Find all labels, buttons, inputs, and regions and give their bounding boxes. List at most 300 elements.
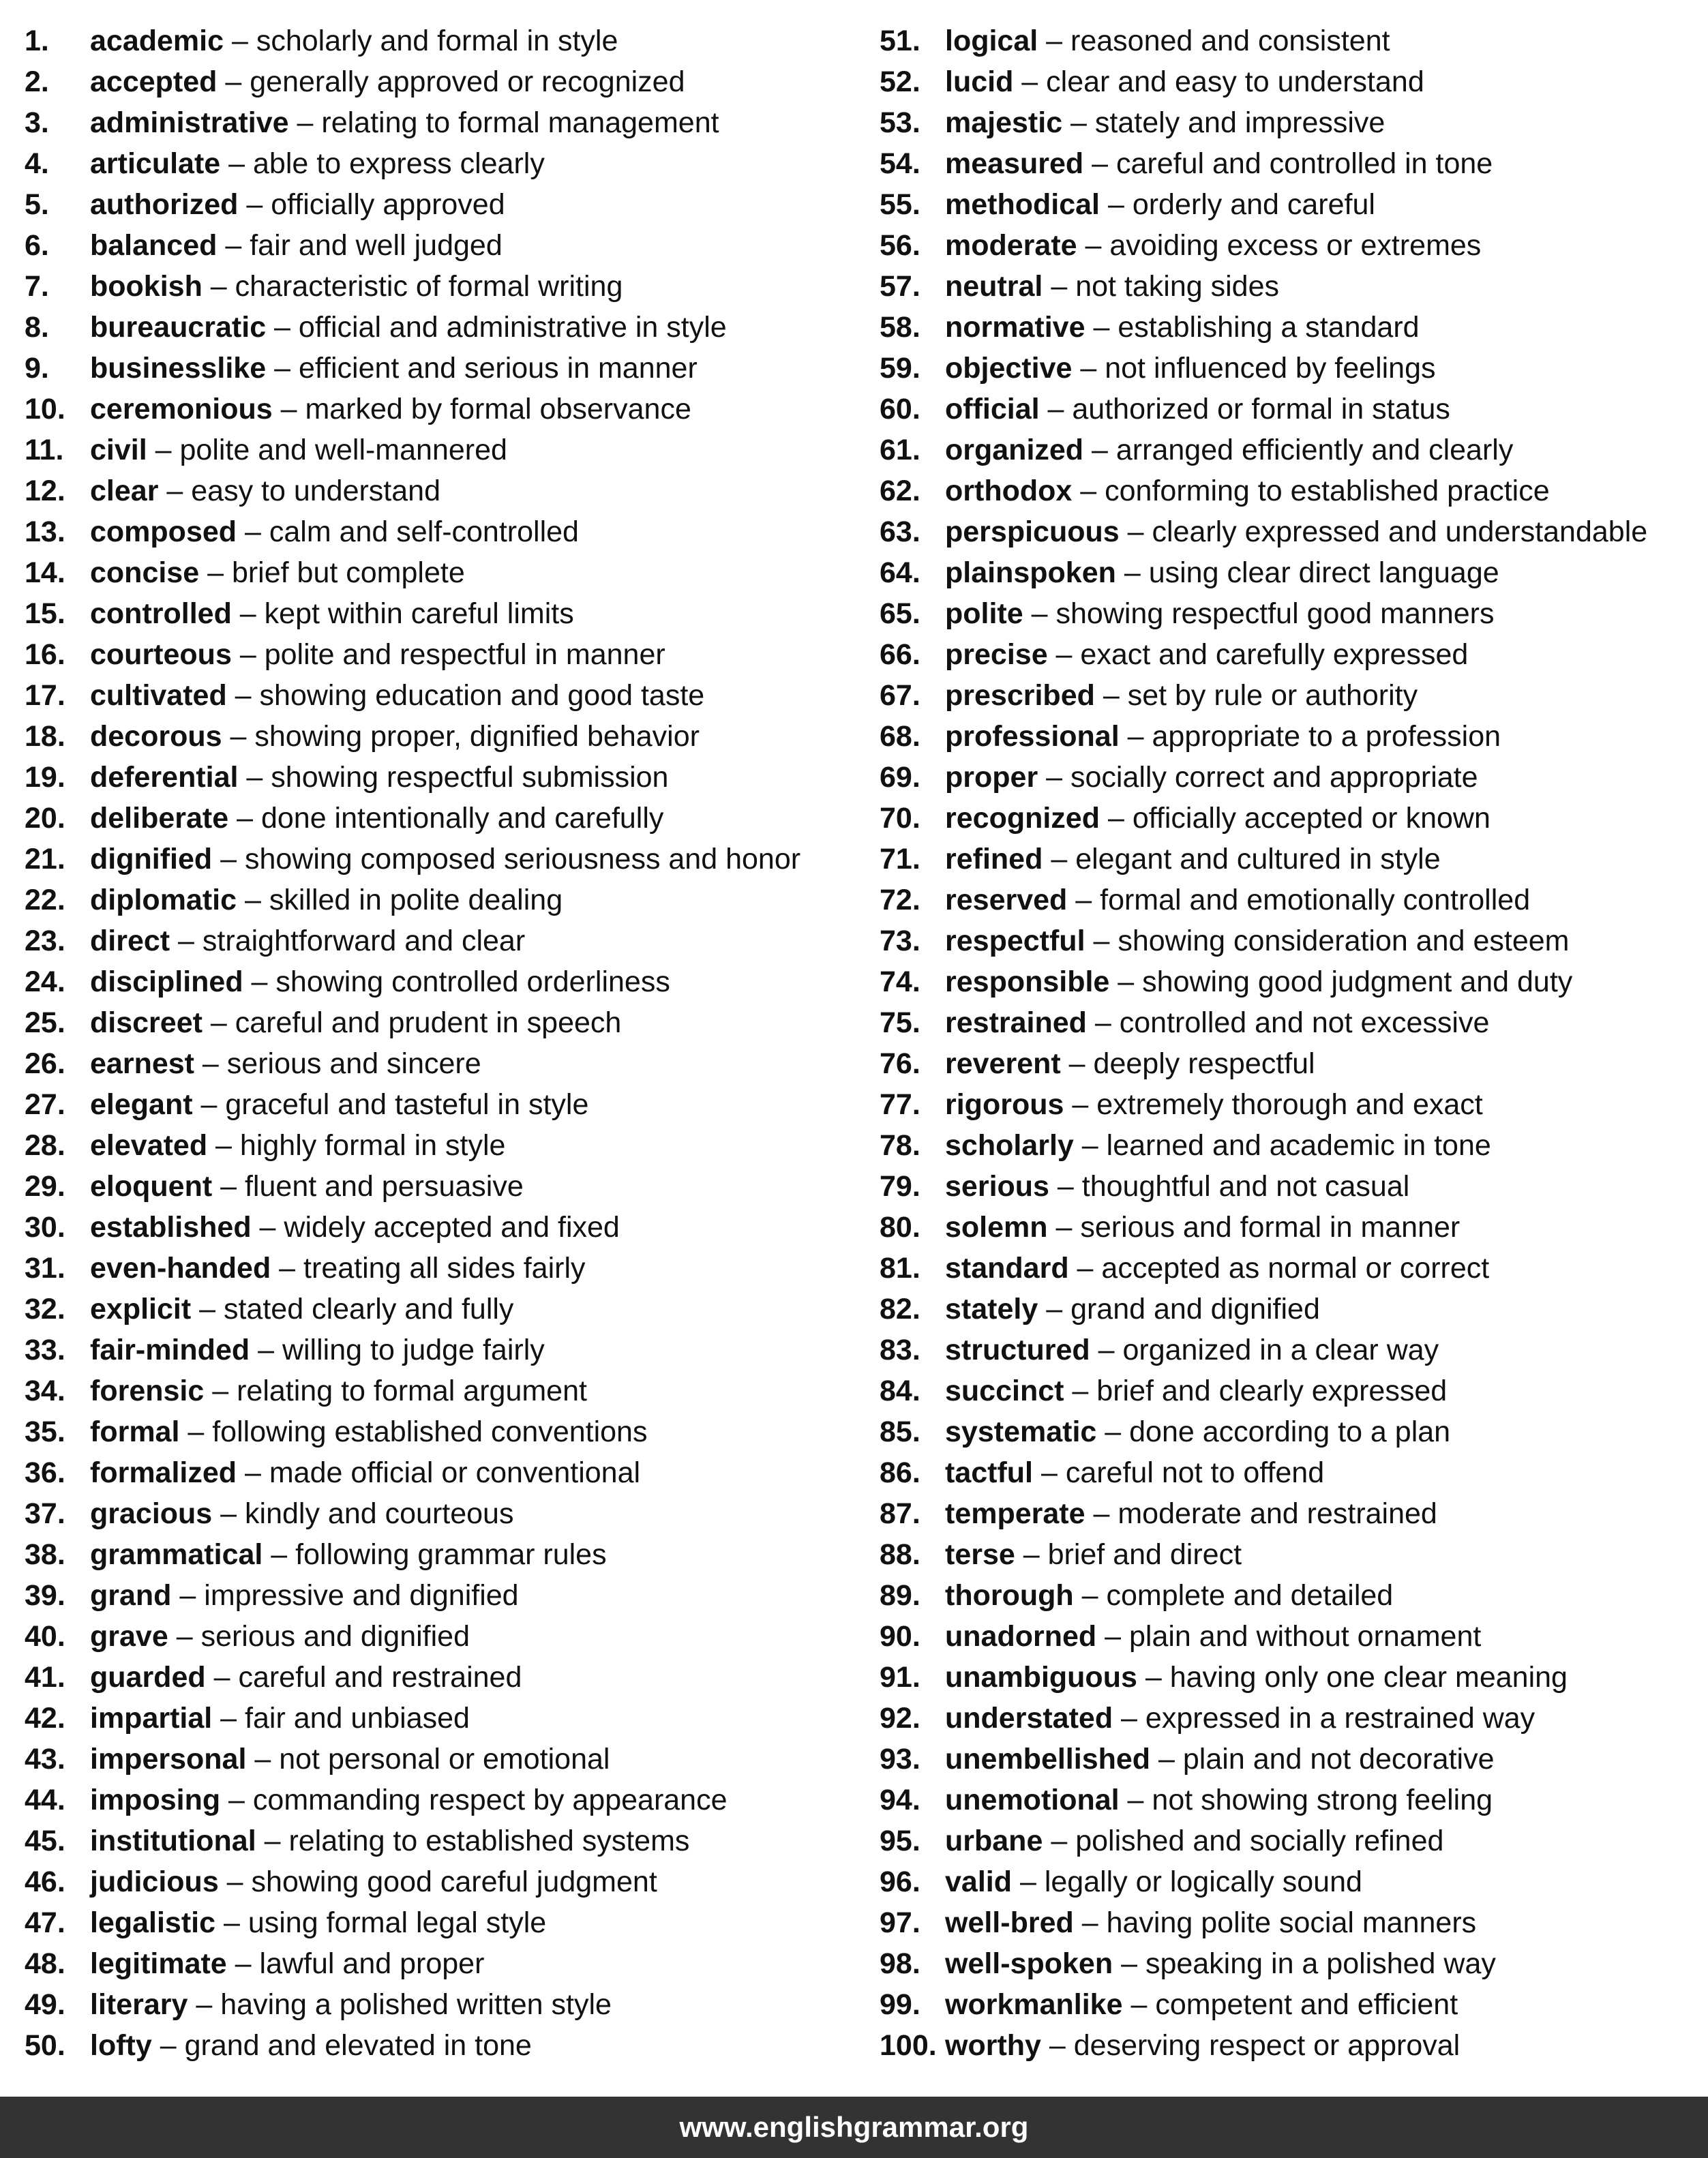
list-item: [25, 1657, 870, 1698]
item-number: 27.: [25, 1088, 65, 1121]
list-item: [880, 1248, 1708, 1289]
item-separator: –: [266, 311, 299, 344]
item-number: 4.: [25, 147, 49, 180]
item-separator: –: [271, 1252, 304, 1285]
item-word: lofty: [90, 2029, 152, 2062]
item-number: 93.: [880, 1743, 920, 1775]
list-item: [880, 2025, 1708, 2066]
item-number: 7.: [25, 270, 49, 303]
list-item: [880, 511, 1708, 552]
list-item: [880, 1493, 1708, 1534]
list-item: [25, 1861, 870, 1902]
item-definition: officially accepted or known: [1132, 802, 1490, 835]
item-definition: following established conventions: [212, 1415, 648, 1448]
list-item: [25, 1084, 870, 1125]
item-separator: –: [1043, 1825, 1076, 1857]
list-item: [25, 798, 870, 839]
item-definition: brief but complete: [231, 556, 465, 589]
item-definition: stately and impressive: [1094, 106, 1385, 139]
item-word: recognized: [945, 802, 1100, 835]
item-separator: –: [266, 352, 299, 385]
item-separator: –: [1047, 638, 1081, 671]
list-item: [25, 61, 870, 102]
list-item: [880, 307, 1708, 348]
item-number: 11.: [25, 434, 64, 466]
item-word: rigorous: [945, 1088, 1064, 1121]
list-item: [25, 1575, 870, 1616]
item-definition: legally or logically sound: [1044, 1865, 1362, 1898]
list-item: [880, 1698, 1708, 1739]
list-item: [880, 1739, 1708, 1780]
item-separator: –: [192, 1088, 226, 1121]
item-number: 90.: [880, 1620, 920, 1653]
item-definition: highly formal in style: [239, 1129, 506, 1162]
list-item: [880, 389, 1708, 430]
item-number: 45.: [25, 1825, 65, 1857]
item-word: succinct: [945, 1375, 1064, 1407]
item-number: 48.: [25, 1947, 65, 1980]
item-word: businesslike: [90, 352, 267, 385]
item-number: 50.: [25, 2029, 65, 2062]
item-definition: careful and restrained: [238, 1661, 522, 1694]
item-number: 85.: [880, 1415, 920, 1448]
item-number: 8.: [25, 311, 49, 344]
item-word: accepted: [90, 65, 218, 98]
item-word: well-spoken: [945, 1947, 1113, 1980]
item-definition: grand and dignified: [1070, 1293, 1320, 1325]
item-word: direct: [90, 925, 170, 957]
item-separator: –: [179, 1415, 213, 1448]
item-separator: –: [238, 761, 271, 794]
list-item: [25, 1289, 870, 1330]
item-word: forensic: [90, 1375, 205, 1407]
item-separator: –: [1085, 311, 1118, 344]
item-number: 16.: [25, 638, 65, 671]
list-item: [880, 61, 1708, 102]
item-definition: fair and well judged: [250, 229, 503, 262]
item-number: 56.: [880, 229, 920, 262]
list-item: [25, 716, 870, 757]
item-definition: plain and without ornament: [1128, 1620, 1482, 1653]
item-definition: showing good careful judgment: [251, 1865, 657, 1898]
item-separator: –: [220, 1784, 253, 1816]
item-separator: –: [212, 1497, 245, 1530]
list-item: [880, 593, 1708, 634]
item-separator: –: [1073, 1906, 1107, 1939]
item-number: 21.: [25, 843, 65, 875]
list-item: [25, 1370, 870, 1411]
item-word: unadorned: [945, 1620, 1097, 1653]
item-definition: speaking in a polished way: [1145, 1947, 1496, 1980]
item-separator: –: [202, 270, 235, 303]
list-item: [880, 1330, 1708, 1370]
item-separator: –: [212, 843, 245, 875]
item-number: 72.: [880, 884, 920, 916]
item-separator: –: [1072, 475, 1105, 507]
list-item: [880, 675, 1708, 716]
item-definition: establishing a standard: [1118, 311, 1420, 344]
item-separator: –: [263, 1538, 296, 1571]
list-item: [880, 634, 1708, 675]
item-number: 57.: [880, 270, 920, 303]
list-item: [880, 1616, 1708, 1657]
item-definition: relating to established systems: [288, 1825, 690, 1857]
item-separator: –: [237, 1456, 269, 1489]
item-definition: kindly and courteous: [245, 1497, 514, 1530]
item-number: 38.: [25, 1538, 65, 1571]
item-separator: –: [151, 2029, 185, 2062]
list-item: [880, 1575, 1708, 1616]
item-definition: using formal legal style: [248, 1906, 547, 1939]
item-number: 29.: [25, 1170, 65, 1203]
item-separator: –: [1083, 434, 1116, 466]
list-item: [25, 1984, 870, 2025]
item-word: moderate: [945, 229, 1077, 262]
item-word: disciplined: [90, 965, 243, 998]
item-number: 59.: [880, 352, 920, 385]
item-word: even-handed: [90, 1252, 271, 1285]
list-item: [880, 1125, 1708, 1166]
item-definition: moderate and restrained: [1118, 1497, 1437, 1530]
item-word: concise: [90, 556, 200, 589]
item-number: 24.: [25, 965, 65, 998]
item-number: 84.: [880, 1375, 920, 1407]
list-item: [25, 389, 870, 430]
item-word: unembellished: [945, 1743, 1151, 1775]
item-separator: –: [1119, 515, 1152, 548]
item-number: 73.: [880, 925, 920, 957]
item-definition: having a polished written style: [220, 1988, 612, 2021]
item-word: composed: [90, 515, 237, 548]
item-definition: stated clearly and fully: [223, 1293, 514, 1325]
item-definition: characteristic of formal writing: [235, 270, 623, 303]
item-separator: –: [1096, 1620, 1129, 1653]
list-item: [880, 1411, 1708, 1452]
item-separator: –: [231, 597, 265, 630]
item-word: bureaucratic: [90, 311, 267, 344]
item-word: explicit: [90, 1293, 192, 1325]
item-separator: –: [1038, 25, 1071, 57]
item-definition: showing respectful good manners: [1055, 597, 1495, 630]
item-separator: –: [1060, 1047, 1094, 1080]
item-number: 37.: [25, 1497, 65, 1530]
item-word: eloquent: [90, 1170, 213, 1203]
item-word: deliberate: [90, 802, 229, 835]
item-definition: serious and dignified: [200, 1620, 470, 1653]
item-number: 100.: [880, 2029, 937, 2062]
item-separator: –: [1094, 679, 1128, 712]
item-separator: –: [1015, 1538, 1048, 1571]
item-definition: following grammar rules: [295, 1538, 607, 1571]
item-word: workmanlike: [945, 1988, 1123, 2021]
item-separator: –: [147, 434, 180, 466]
item-separator: –: [202, 1006, 235, 1039]
item-word: dignified: [90, 843, 213, 875]
item-number: 80.: [880, 1211, 920, 1244]
list-item: [25, 1166, 870, 1207]
item-word: standard: [945, 1252, 1069, 1285]
item-separator: –: [1064, 1375, 1097, 1407]
item-definition: serious and formal in manner: [1080, 1211, 1460, 1244]
item-definition: learned and academic in tone: [1106, 1129, 1491, 1162]
item-separator: –: [226, 679, 260, 712]
item-word: serious: [945, 1170, 1049, 1203]
item-word: legitimate: [90, 1947, 227, 1980]
item-definition: able to express clearly: [253, 147, 545, 180]
item-separator: –: [1083, 147, 1116, 180]
item-word: respectful: [945, 925, 1085, 957]
list-item: [25, 1452, 870, 1493]
list-item: [880, 1902, 1708, 1943]
list-item: [25, 1820, 870, 1861]
item-separator: –: [1073, 1579, 1107, 1612]
item-word: administrative: [90, 106, 289, 139]
list-item: [880, 430, 1708, 470]
item-separator: –: [1085, 1497, 1118, 1530]
item-number: 76.: [880, 1047, 920, 1080]
item-separator: –: [1100, 188, 1133, 221]
item-definition: efficient and serious in manner: [298, 352, 698, 385]
item-separator: –: [212, 1702, 245, 1735]
item-word: refined: [945, 843, 1043, 875]
item-number: 28.: [25, 1129, 65, 1162]
item-separator: –: [212, 1170, 245, 1203]
item-definition: easy to understand: [191, 475, 441, 507]
item-definition: made official or conventional: [269, 1456, 641, 1489]
item-number: 66.: [880, 638, 920, 671]
item-separator: –: [1067, 884, 1100, 916]
list-item: [880, 1984, 1708, 2025]
item-word: urbane: [945, 1825, 1043, 1857]
item-definition: done according to a plan: [1129, 1415, 1451, 1448]
item-number: 96.: [880, 1865, 920, 1898]
item-word: scholarly: [945, 1129, 1074, 1162]
list-item: [25, 266, 870, 307]
item-number: 30.: [25, 1211, 65, 1244]
item-definition: officially approved: [271, 188, 505, 221]
item-separator: –: [231, 638, 265, 671]
item-number: 6.: [25, 229, 49, 262]
list-item: [880, 1452, 1708, 1493]
item-definition: appropriate to a profession: [1152, 720, 1501, 753]
item-definition: orderly and careful: [1132, 188, 1375, 221]
item-definition: socially correct and appropriate: [1070, 761, 1478, 794]
item-word: decorous: [90, 720, 222, 753]
item-definition: graceful and tasteful in style: [225, 1088, 589, 1121]
item-number: 88.: [880, 1538, 920, 1571]
list-item: [25, 757, 870, 798]
item-definition: deeply respectful: [1093, 1047, 1315, 1080]
item-definition: polite and respectful in manner: [264, 638, 665, 671]
item-number: 82.: [880, 1293, 920, 1325]
item-number: 95.: [880, 1825, 920, 1857]
item-word: valid: [945, 1865, 1012, 1898]
item-definition: not showing strong feeling: [1152, 1784, 1493, 1816]
item-number: 55.: [880, 188, 920, 221]
item-number: 13.: [25, 515, 65, 548]
item-definition: expressed in a restrained way: [1145, 1702, 1535, 1735]
item-word: neutral: [945, 270, 1043, 303]
list-item: [880, 839, 1708, 880]
list-item: [25, 675, 870, 716]
item-number: 69.: [880, 761, 920, 794]
item-separator: –: [1100, 802, 1133, 835]
item-definition: accepted as normal or correct: [1101, 1252, 1490, 1285]
list-item: [880, 1289, 1708, 1330]
item-separator: –: [1023, 597, 1056, 630]
item-word: objective: [945, 352, 1073, 385]
item-separator: –: [1012, 1865, 1045, 1898]
item-word: stately: [945, 1293, 1038, 1325]
item-definition: deserving respect or approval: [1073, 2029, 1460, 2062]
item-number: 75.: [880, 1006, 920, 1039]
item-word: perspicuous: [945, 515, 1120, 548]
item-number: 67.: [880, 679, 920, 712]
item-definition: done intentionally and carefully: [260, 802, 664, 835]
item-definition: having polite social manners: [1106, 1906, 1477, 1939]
item-definition: careful and prudent in speech: [235, 1006, 622, 1039]
item-number: 31.: [25, 1252, 65, 1285]
item-number: 49.: [25, 1988, 65, 2021]
item-separator: –: [217, 229, 250, 262]
item-number: 89.: [880, 1579, 920, 1612]
list-item: [25, 430, 870, 470]
list-item: [25, 143, 870, 184]
item-word: polite: [945, 597, 1023, 630]
word-list-right-column: [880, 20, 1708, 2066]
item-word: plainspoken: [945, 556, 1116, 589]
item-definition: kept within careful limits: [264, 597, 574, 630]
list-item: [880, 1043, 1708, 1084]
item-separator: –: [226, 1947, 260, 1980]
item-separator: –: [1122, 1988, 1156, 2021]
item-definition: polished and socially refined: [1075, 1825, 1444, 1857]
list-item: [25, 2025, 870, 2066]
item-word: judicious: [90, 1865, 219, 1898]
item-separator: –: [1064, 1088, 1097, 1121]
list-item: [880, 961, 1708, 1002]
item-separator: –: [158, 475, 192, 507]
item-definition: organized in a clear way: [1122, 1334, 1439, 1366]
list-item: [880, 225, 1708, 266]
list-item: [25, 1943, 870, 1984]
item-word: proper: [945, 761, 1038, 794]
item-word: established: [90, 1211, 252, 1244]
item-definition: competent and efficient: [1155, 1988, 1458, 2021]
item-word: diplomatic: [90, 884, 237, 916]
item-word: unemotional: [945, 1784, 1120, 1816]
item-definition: plain and not decorative: [1182, 1743, 1495, 1775]
item-definition: polite and well-mannered: [179, 434, 507, 466]
item-definition: reasoned and consistent: [1070, 25, 1390, 57]
item-separator: –: [1109, 965, 1143, 998]
list-item: [25, 1739, 870, 1780]
item-number: 32.: [25, 1293, 65, 1325]
item-separator: –: [1043, 843, 1076, 875]
list-item: [25, 511, 870, 552]
item-word: understated: [945, 1702, 1113, 1735]
item-word: institutional: [90, 1825, 256, 1857]
list-item: [880, 1370, 1708, 1411]
item-separator: –: [199, 556, 232, 589]
item-word: controlled: [90, 597, 232, 630]
item-word: elegant: [90, 1088, 193, 1121]
item-definition: avoiding excess or extremes: [1109, 229, 1482, 262]
item-definition: lawful and proper: [259, 1947, 485, 1980]
item-separator: –: [220, 147, 254, 180]
item-number: 65.: [880, 597, 920, 630]
item-word: reserved: [945, 884, 1068, 916]
item-number: 41.: [25, 1661, 65, 1694]
item-word: prescribed: [945, 679, 1095, 712]
item-word: thorough: [945, 1579, 1074, 1612]
item-number: 43.: [25, 1743, 65, 1775]
item-word: bookish: [90, 270, 203, 303]
item-word: solemn: [945, 1211, 1048, 1244]
item-separator: –: [194, 1047, 227, 1080]
item-word: formalized: [90, 1456, 237, 1489]
item-word: unambiguous: [945, 1661, 1137, 1694]
item-definition: brief and direct: [1047, 1538, 1242, 1571]
item-definition: serious and sincere: [226, 1047, 481, 1080]
item-definition: generally approved or recognized: [250, 65, 685, 98]
list-item: [25, 184, 870, 225]
item-definition: calm and self-controlled: [269, 515, 579, 548]
item-word: authorized: [90, 188, 239, 221]
item-definition: straightforward and clear: [202, 925, 526, 957]
item-separator: –: [251, 1211, 284, 1244]
item-definition: careful not to offend: [1065, 1456, 1325, 1489]
item-separator: –: [238, 188, 271, 221]
list-item: [25, 552, 870, 593]
item-word: articulate: [90, 147, 221, 180]
item-separator: –: [1043, 270, 1076, 303]
item-separator: –: [228, 802, 261, 835]
item-definition: having only one clear meaning: [1169, 1661, 1568, 1694]
list-item: [880, 1166, 1708, 1207]
list-item: [25, 1002, 870, 1043]
list-item: [25, 1534, 870, 1575]
item-definition: commanding respect by appearance: [252, 1784, 728, 1816]
item-number: 17.: [25, 679, 65, 712]
item-definition: conforming to established practice: [1105, 475, 1550, 507]
item-separator: –: [1038, 1293, 1071, 1325]
item-separator: –: [1086, 1006, 1120, 1039]
item-word: deferential: [90, 761, 239, 794]
item-number: 86.: [880, 1456, 920, 1489]
item-definition: fluent and persuasive: [244, 1170, 524, 1203]
list-item: [25, 593, 870, 634]
item-definition: extremely thorough and exact: [1096, 1088, 1483, 1121]
item-definition: elegant and cultured in style: [1075, 843, 1441, 875]
item-number: 64.: [880, 556, 920, 589]
list-item: [25, 839, 870, 880]
item-definition: willing to judge fairly: [282, 1334, 545, 1366]
item-number: 79.: [880, 1170, 920, 1203]
item-number: 61.: [880, 434, 920, 466]
item-definition: marked by formal observance: [305, 393, 691, 425]
list-item: [880, 798, 1708, 839]
list-item: [25, 920, 870, 961]
list-item: [880, 266, 1708, 307]
item-number: 25.: [25, 1006, 65, 1039]
item-word: earnest: [90, 1047, 194, 1080]
item-definition: showing proper, dignified behavior: [254, 720, 700, 753]
item-word: organized: [945, 434, 1084, 466]
item-separator: –: [217, 65, 250, 98]
item-number: 10.: [25, 393, 65, 425]
item-definition: thoughtful and not casual: [1081, 1170, 1410, 1203]
